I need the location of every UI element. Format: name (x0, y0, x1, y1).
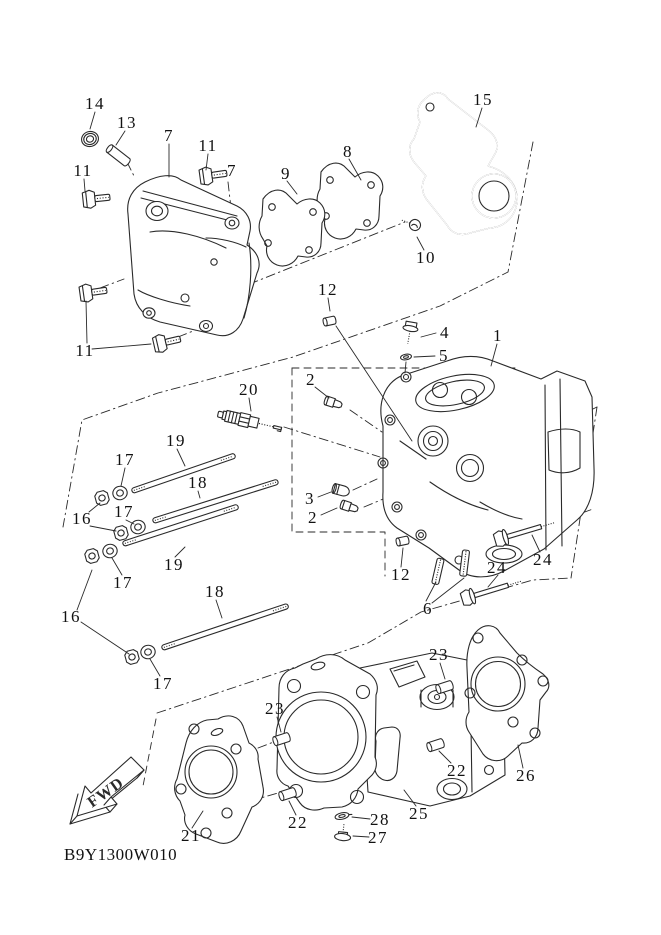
part-callout-11: 11 (75, 341, 95, 360)
drawing-code: B9Y1300W010 (64, 845, 178, 864)
washer-5 (400, 353, 412, 360)
nut-16d (124, 649, 140, 666)
part-callout-21: 21 (181, 826, 201, 845)
part-callout-17: 17 (115, 450, 135, 469)
part-callout-14: 14 (85, 94, 105, 113)
plug-screw-2b (339, 500, 359, 514)
part-callout-2: 2 (308, 508, 318, 527)
nut-16c (84, 548, 100, 565)
part-callout-23: 23 (429, 645, 449, 664)
part-callout-2: 2 (306, 370, 316, 389)
washer-17c (101, 543, 118, 560)
fwd-arrow (70, 757, 144, 824)
part-callout-26: 26 (516, 766, 536, 785)
part-callout-20: 20 (239, 380, 259, 399)
stud-18b (161, 603, 289, 650)
part-callout-13: 13 (117, 113, 137, 132)
grommet-14 (80, 130, 100, 149)
bolt-4 (400, 321, 419, 345)
screw-10 (400, 215, 422, 232)
part-callout-11: 11 (198, 136, 218, 155)
nut-16a (94, 490, 110, 507)
part-callout-25: 25 (409, 804, 429, 823)
part-callout-19: 19 (166, 431, 186, 450)
cover-bolt-11d (152, 330, 182, 354)
screw-27 (334, 823, 352, 841)
part-callout-12: 12 (391, 565, 411, 584)
part-callout-24: 24 (487, 558, 507, 577)
part-callout-6: 6 (423, 599, 433, 618)
part-callout-18: 18 (188, 473, 208, 492)
cylinder-head-cover (128, 176, 259, 336)
part-callout-22: 22 (447, 761, 467, 780)
plug-screw-2a (323, 396, 343, 410)
part-callout-27: 27 (368, 828, 388, 847)
part-callout-28: 28 (370, 810, 390, 829)
part-callout-11: 11 (73, 161, 93, 180)
part-callout-1: 1 (493, 326, 503, 345)
part-callout-17: 17 (114, 502, 134, 521)
cylinder-gasket (175, 716, 264, 843)
part-callout-3: 3 (305, 489, 315, 508)
part-callout-8: 8 (343, 142, 353, 161)
bushing-12b (395, 536, 409, 546)
part-callout-24: 24 (533, 550, 553, 569)
dowel-22b (278, 787, 297, 801)
cover-bolt-11c (79, 281, 108, 303)
part-callout-23: 23 (265, 699, 285, 718)
valve-cover-seal-gasket (410, 93, 518, 235)
flange-bolt-24b (460, 573, 525, 607)
cover-bolt-11b (82, 188, 111, 209)
part-callout-7: 7 (164, 126, 174, 145)
fwd-label: FWD (84, 774, 128, 812)
cover-gasket-8 (317, 163, 383, 239)
part-callout-5: 5 (439, 346, 449, 365)
part-callout-17: 17 (153, 674, 173, 693)
part-callout-19: 19 (164, 555, 184, 574)
part-callout-12: 12 (318, 280, 338, 299)
cover-bolt-11a (199, 164, 228, 186)
part-callout-10: 10 (416, 248, 436, 267)
bushing-12a (322, 316, 336, 326)
dowel-pin-13 (105, 144, 131, 167)
part-callout-15: 15 (473, 90, 493, 109)
cylinder-head (378, 357, 594, 577)
part-callout-22: 22 (288, 813, 308, 832)
cover-gasket-9 (259, 190, 325, 266)
washer-17b (129, 519, 146, 536)
washer-17d (139, 644, 156, 661)
washer-28 (334, 811, 352, 821)
part-callout-9: 9 (281, 164, 291, 183)
spark-plug-20 (217, 408, 283, 435)
part-callout-16: 16 (72, 509, 92, 528)
nut-16b (113, 525, 129, 542)
part-callout-18: 18 (205, 582, 225, 601)
cap-nut-3 (331, 483, 350, 497)
part-callout-16: 16 (61, 607, 81, 626)
part-callout-4: 4 (440, 323, 450, 342)
part-callout-17: 17 (113, 573, 133, 592)
part-callout-7: 7 (227, 161, 237, 180)
stud-19a (131, 453, 236, 493)
washer-17a (111, 485, 128, 502)
stud-6a (432, 558, 445, 585)
head-gasket (465, 626, 549, 761)
